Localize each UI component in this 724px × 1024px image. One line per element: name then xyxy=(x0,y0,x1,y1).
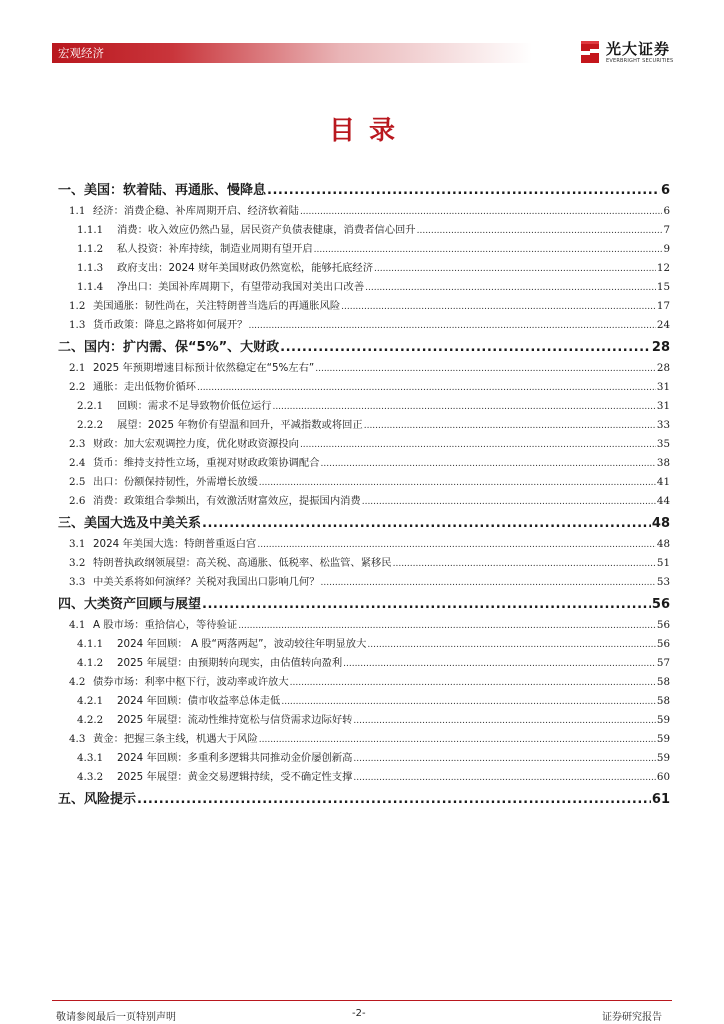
toc-entry[interactable] xyxy=(56,783,670,807)
toc-entry-page: 6 xyxy=(660,183,670,198)
toc-entry[interactable] xyxy=(56,412,670,431)
toc-leader-dots xyxy=(259,735,656,745)
toc-entry-page: 17 xyxy=(656,300,670,312)
toc-leader-dots xyxy=(281,697,656,707)
toc-leader-dots xyxy=(343,659,656,669)
toc-leader-dots xyxy=(300,207,663,217)
toc-entry-number: 3.3 xyxy=(69,576,86,588)
toc-entry[interactable] xyxy=(56,198,670,217)
toc-entry-page: 60 xyxy=(656,771,670,783)
toc-entry-number: 1.1.1 xyxy=(77,224,104,236)
toc-entry-page: 12 xyxy=(656,262,670,274)
toc-entry-page: 59 xyxy=(656,714,670,726)
toc-entry[interactable] xyxy=(56,450,670,469)
toc-entry[interactable] xyxy=(56,431,670,450)
toc-entry-label: 2025 年预期增速目标预计依然稳定在“5%左右” xyxy=(93,362,315,374)
logo-text-cn: 光大证券 xyxy=(606,40,671,58)
toc-entry-page: 31 xyxy=(656,381,670,393)
toc-entry[interactable] xyxy=(56,393,670,412)
toc-entry-label: 特朗普执政纲领展望：高关税、高通胀、低税率、松监管、紧移民 xyxy=(93,557,392,569)
toc-entry-number: 1.2 xyxy=(69,300,86,312)
toc-entry-number: 3.1 xyxy=(69,538,86,550)
toc-leader-dots xyxy=(365,283,656,293)
toc-entry[interactable] xyxy=(56,374,670,393)
toc-entry[interactable] xyxy=(56,355,670,374)
toc-leader-dots xyxy=(362,497,656,507)
toc-entry[interactable] xyxy=(56,217,670,236)
toc-entry-label: 二、国内：扩内需、保“5%”、大财政 xyxy=(58,340,280,355)
toc-entry-label: 2024 年回顾：多重利多逻辑共同推动金价屡创新高 xyxy=(117,752,353,764)
company-logo xyxy=(579,37,685,69)
toc-entry-label: 消费：政策组合拳频出，有效激活财富效应，提振国内消费 xyxy=(93,495,361,507)
toc-entry[interactable] xyxy=(56,469,670,488)
toc-entry-page: 59 xyxy=(656,752,670,764)
toc-entry-label: 2025 年展望：由预期转向现实，由估值转向盈利 xyxy=(117,657,343,669)
toc-entry-number: 1.1.2 xyxy=(77,243,104,255)
toc-entry-number: 4.3.2 xyxy=(77,771,104,783)
toc-entry-label: A 股市场：重拾信心，等待验证 xyxy=(93,619,238,631)
toc-entry[interactable] xyxy=(56,650,670,669)
page-title: 目录 xyxy=(328,116,409,146)
toc-leader-dots xyxy=(321,578,656,588)
toc-entry[interactable] xyxy=(56,707,670,726)
toc-entry-number: 2.2.2 xyxy=(77,419,104,431)
toc-entry[interactable] xyxy=(56,236,670,255)
toc-entry-label: 2025 年展望：黄金交易逻辑持续，受不确定性支撑 xyxy=(117,771,353,783)
toc-entry[interactable] xyxy=(56,507,670,531)
toc-leader-dots xyxy=(315,364,656,374)
toc-entry-label: 货币政策：降息之路将如何展开？ xyxy=(93,319,248,331)
toc-entry-number: 4.3 xyxy=(69,733,86,745)
toc-entry-label: 展望：2025 年物价有望温和回升，平减指数或将回正 xyxy=(117,419,363,431)
toc-entry-number: 1.1.3 xyxy=(77,262,104,274)
toc-entry-page: 48 xyxy=(651,516,670,531)
toc-entry-page: 59 xyxy=(656,733,670,745)
toc-entry-number: 1.1.4 xyxy=(77,281,104,293)
toc-entry-number: 4.2 xyxy=(69,676,86,688)
toc-leader-dots xyxy=(353,773,655,783)
toc-entry[interactable] xyxy=(56,255,670,274)
toc-entry[interactable] xyxy=(56,588,670,612)
toc-entry-page: 38 xyxy=(656,457,670,469)
toc-entry-label: 消费：收入效应仍然凸显，居民资产负债表健康，消费者信心回升 xyxy=(117,224,416,236)
toc-entry-number: 2.6 xyxy=(69,495,86,507)
toc-entry-label: 2025 年展望：流动性维持宽松与信贷需求边际好转 xyxy=(117,714,353,726)
toc-entry[interactable] xyxy=(56,550,670,569)
toc-entry-label: 三、美国大选及中美关系 xyxy=(58,516,202,531)
toc-entry-label: 一、美国：软着陆、再通胀、慢降息 xyxy=(58,183,267,198)
toc-entry-label: 2024 年回顾： A 股“两落两起”，波动较往年明显放大 xyxy=(117,638,367,650)
toc-entry[interactable] xyxy=(56,688,670,707)
toc-entry-number: 4.2.2 xyxy=(77,714,104,726)
toc-entry-number: 4.1.1 xyxy=(77,638,104,650)
toc-entry-label: 美国通胀：韧性尚在，关注特朗普当选后的再通胀风险 xyxy=(93,300,341,312)
footer-disclaimer: 敬请参阅最后一页特别声明 xyxy=(56,1012,176,1023)
toc-entry[interactable] xyxy=(56,726,670,745)
toc-leader-dots xyxy=(259,478,656,488)
toc-leader-dots xyxy=(202,516,651,531)
toc-leader-dots xyxy=(364,421,656,431)
toc-entry-page: 53 xyxy=(656,576,670,588)
toc-entry-page: 51 xyxy=(656,557,670,569)
logo-text-en: EVERBRIGHT SECURITIES xyxy=(606,58,674,64)
toc-entry-page: 58 xyxy=(656,676,670,688)
toc-leader-dots xyxy=(367,640,656,650)
toc-entry-page: 44 xyxy=(656,495,670,507)
toc-entry[interactable] xyxy=(56,612,670,631)
toc-entry[interactable] xyxy=(56,669,670,688)
toc-leader-dots xyxy=(257,540,656,550)
toc-entry[interactable] xyxy=(56,331,670,355)
toc-entry-label: 回顾：需求不足导致物价低位运行 xyxy=(117,400,272,412)
toc-entry-page: 41 xyxy=(656,476,670,488)
toc-entry-page: 9 xyxy=(663,243,670,255)
toc-leader-dots xyxy=(321,459,656,469)
toc-entry-number: 4.1 xyxy=(69,619,86,631)
toc-entry-page: 56 xyxy=(656,638,670,650)
toc-leader-dots xyxy=(272,402,655,412)
toc-entry-label: 四、大类资产回顾与展望 xyxy=(58,597,202,612)
toc-entry-label: 政府支出：2024 财年美国财政仍然宽松，能够托底经济 xyxy=(117,262,374,274)
toc-entry-label: 财政：加大宏观调控力度，优化财政资源投向 xyxy=(93,438,299,450)
toc-entry-page: 28 xyxy=(651,340,670,355)
toc-entry-label: 货币：维持支持性立场，重视对财政政策协调配合 xyxy=(93,457,320,469)
toc-entry-number: 2.1 xyxy=(69,362,86,374)
toc-entry-label: 中美关系将如何演绎？关税对我国出口影响几何？ xyxy=(93,576,320,588)
toc-entry-number: 3.2 xyxy=(69,557,86,569)
toc-entry[interactable] xyxy=(56,274,670,293)
toc-entry-number: 4.2.1 xyxy=(77,695,104,707)
toc-leader-dots xyxy=(393,559,656,569)
toc-leader-dots xyxy=(374,264,656,274)
toc-entry-label: 经济：消费企稳、补库周期开启、经济软着陆 xyxy=(93,205,299,217)
toc-entry-page: 56 xyxy=(656,619,670,631)
toc-leader-dots xyxy=(417,226,663,236)
toc-leader-dots xyxy=(202,597,651,612)
toc-entry-label: 五、风险提示 xyxy=(58,792,137,807)
toc-leader-dots xyxy=(248,321,655,331)
toc-entry[interactable] xyxy=(56,488,670,507)
toc-leader-dots xyxy=(267,183,660,198)
toc-entry-label: 黄金：把握三条主线，机遇大于风险 xyxy=(93,733,258,745)
toc-leader-dots xyxy=(290,678,656,688)
toc-entry[interactable] xyxy=(56,569,670,588)
toc-entry-page: 31 xyxy=(656,400,670,412)
toc-leader-dots xyxy=(300,440,656,450)
toc-entry-number: 1.1 xyxy=(69,205,86,217)
toc-entry[interactable] xyxy=(56,174,670,198)
toc-leader-dots xyxy=(353,754,655,764)
footer-page-number: -2- xyxy=(352,1008,366,1019)
toc-entry-page: 15 xyxy=(656,281,670,293)
toc-entry-page: 61 xyxy=(651,792,670,807)
toc-leader-dots xyxy=(197,383,656,393)
toc-entry-label: 净出口：美国补库周期下，有望带动我国对美出口改善 xyxy=(117,281,365,293)
footer-report-type: 证券研究报告 xyxy=(602,1012,662,1023)
toc-entry-number: 2.5 xyxy=(69,476,86,488)
toc-entry-page: 28 xyxy=(656,362,670,374)
toc-leader-dots xyxy=(238,621,656,631)
toc-entry-label: 私人投资：补库持续，制造业周期有望开启 xyxy=(117,243,313,255)
toc-leader-dots xyxy=(280,340,651,355)
toc-leader-dots xyxy=(353,716,655,726)
toc-entry-page: 48 xyxy=(656,538,670,550)
toc-entry-number: 2.3 xyxy=(69,438,86,450)
toc-entry-number: 2.4 xyxy=(69,457,86,469)
toc-entry-label: 出口：份额保持韧性，外需增长放缓 xyxy=(93,476,258,488)
table-of-contents xyxy=(56,174,670,807)
toc-entry-page: 35 xyxy=(656,438,670,450)
header-section-label: 宏观经济 xyxy=(58,46,104,60)
toc-entry-label: 2024 年回顾：债市收益率总体走低 xyxy=(117,695,281,707)
toc-entry-page: 7 xyxy=(663,224,670,236)
toc-entry-number: 2.2 xyxy=(69,381,86,393)
toc-leader-dots xyxy=(314,245,663,255)
toc-entry[interactable] xyxy=(56,631,670,650)
toc-entry[interactable] xyxy=(56,293,670,312)
toc-entry-label: 通胀：走出低物价循环 xyxy=(93,381,196,393)
toc-entry-number: 4.3.1 xyxy=(77,752,104,764)
toc-entry-number: 4.1.2 xyxy=(77,657,104,669)
toc-entry-number: 1.3 xyxy=(69,319,86,331)
toc-entry-label: 2024 年美国大选：特朗普重返白宫 xyxy=(93,538,257,550)
toc-entry-page: 24 xyxy=(656,319,670,331)
toc-entry-number: 2.2.1 xyxy=(77,400,104,412)
toc-entry-page: 6 xyxy=(663,205,670,217)
toc-entry[interactable] xyxy=(56,764,670,783)
toc-leader-dots xyxy=(341,302,656,312)
toc-entry-page: 33 xyxy=(656,419,670,431)
toc-entry[interactable] xyxy=(56,312,670,331)
toc-entry-page: 57 xyxy=(656,657,670,669)
toc-entry-page: 58 xyxy=(656,695,670,707)
toc-entry[interactable] xyxy=(56,745,670,764)
logo-mark-icon xyxy=(579,39,601,65)
toc-leader-dots xyxy=(137,792,651,807)
footer-divider xyxy=(52,1000,672,1001)
toc-entry-page: 56 xyxy=(651,597,670,612)
toc-entry[interactable] xyxy=(56,531,670,550)
header-bar xyxy=(52,43,532,63)
toc-entry-label: 债券市场：利率中枢下行，波动率或许放大 xyxy=(93,676,289,688)
